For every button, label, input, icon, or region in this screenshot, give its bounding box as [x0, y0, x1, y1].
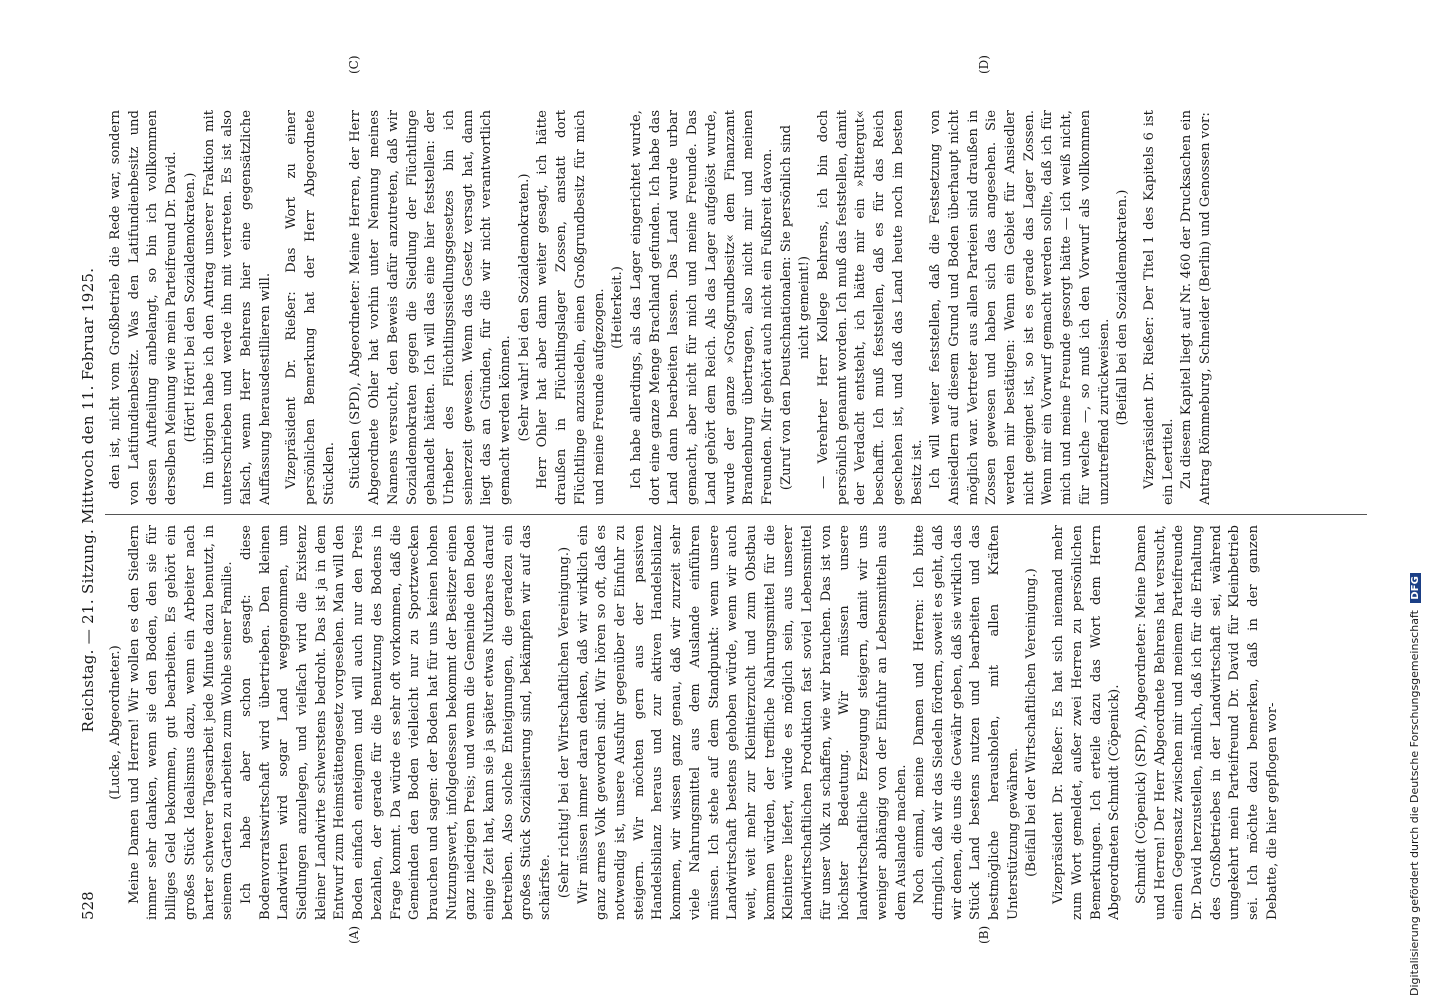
paragraph: (Hört! Hört! bei den Sozialdemokraten.) — [182, 172, 198, 443]
paragraph: Noch einmal, meine Damen und Herren: Ich bitte dringlich, daß wir das Siedeln fördern, soweit es geht, daß wir denen, die uns die Gewähr geben, daß sie wirklich das Stück Land bestens nutzen und bearbeiten und das bestmögliche herausholen, mit allen Kräften Unterstützung gewähren. — [912, 525, 1021, 920]
dfg-credit-text: Digitalisierung gefördert durch die Deutsche Forschungsgemeinschaft — [1408, 610, 1421, 996]
paragraph: (Heiterkeit.) — [610, 266, 626, 349]
paragraph: (Sehr wahr! bei den Sozialdemokraten.) — [516, 173, 532, 442]
paragraph: Ich habe allerdings, als das Lager eingerichtet wurde, dort eine ganze Menge Brachland gefunden. Ich habe das Land dann bearbeiten lassen. Das Land wurde urbar gemacht, aber nicht für mich und meine Freunde. Das Land gehört dem Reich. Als das Lager aufgelöst wurde, wurde der ganze »Großgrundbesitz« dem Finanzamt Brandenburg übertragen, also nicht mir und meinen Freunden. Mir gehört auch nicht ein Fußbreit davon. — [628, 110, 775, 505]
paragraph: Vizepräsident Dr. Rießer: Das Wort zu einer persönlichen Bemerkung hat der Herr Abgeordnete Stücklen. — [284, 110, 337, 505]
paragraph: — Verehrter Herr Kollege Behrens, ich bin doch persönlich genannt worden. Ich muß das feststellen, damit der Verdacht entsteht, ich hätte mir ein »Rittergut« beschafft. Ich muß feststellen, daß es für das Reich geschehen ist, und daß das Land heute noch im besten Besitz ist. — [816, 110, 925, 505]
paragraph: Vizepräsident Dr. Rießer: Der Titel 1 des Kapitels 6 ist ein Leertitel. — [1141, 110, 1176, 505]
paragraph: (Beifall bei der Wirtschaftlichen Vereinigung.) — [1024, 568, 1040, 877]
page-number: 528 — [79, 891, 97, 920]
margin-mark-a: (A) — [347, 925, 361, 944]
paragraph: Stücklen (SPD), Abgeordneter: Meine Herren, der Herr Abgeordnete Ohler hat vorhin unter Nennung meines Namens versucht, den Beweis dafür anzutreten, daß wir Sozialdemokraten gegen die Siedlung der Flüchtlinge gehandelt hätten. Ich will das eine hier feststellen: der Urheber des Flüchtlingssiedlungsgesetzes bin ich seinerzeit gewesen. Wenn das Gesetz versagt hat, dann liegt das an Gründen, für die wir nicht verantwortlich gemacht werden können. — [348, 110, 514, 505]
margin-mark-c: (C) — [347, 55, 361, 74]
left-column — [107, 525, 1369, 920]
paragraph: (Zuruf von den Deutschnationalen: Sie persönlich sind nicht gemeint!) — [778, 124, 813, 491]
paragraph: Im übrigen habe ich den Antrag unserer Fraktion mit unterschrieben und werde ihn mit vertreten. Es ist also falsch, wenn Herr Behrens hier eine gegensätzliche Auffassung herausdestillieren will. — [201, 110, 273, 505]
paragraph: Meine Damen und Herren! Wir wollen es den Siedlern immer sehr danken, wenn sie den Boden, den sie für billiges Geld bekommen, gut bearbeiten. Es gehört ein großes Stück Idealismus dazu, wenn ein Arbeiter nach harter schwerer Tagesarbeit jede Minute dazu benutzt, in seinem Garten zu arbeiten zum Wohle seiner Familie. — [126, 525, 236, 920]
paragraph: Herr Ohler hat aber dann weiter gesagt, ich hätte draußen in Flüchtlingslager Zossen, anstatt dort Flüchtlinge anzusiedeln, einen Großgrundbesitz für mich und meine Freunde aufgezogen. — [535, 110, 607, 505]
paragraph: den ist, nicht vom Großbetrieb die Rede war, sondern von Latifundienbesitz. Was den Latifundienbesitz und dessen Aufteilung anbelangt, so bin ich vollkommen derselben Meinung wie mein Parteifreund Dr. David. — [108, 110, 180, 505]
right-column — [107, 110, 1369, 505]
margin-mark-d: (D) — [977, 55, 991, 74]
page-header — [77, 80, 99, 920]
paragraph: (Sehr richtig! bei der Wirtschaftlichen Vereinigung.) — [556, 546, 572, 899]
paragraph: Ich will weiter feststellen, daß die Festsetzung von Ansiedlern auf diesem Grund und Boden überhaupt nicht möglich war. Vertreter aus allen Parteien sind draußen in Zossen gewesen und haben sich das angesehen. Sie werden mir bestätigen: Wenn ein Gebiet für Ansiedler nicht geeignet ist, so ist es gerade das Lager Zossen. Wenn mir ein Vorwurf gemacht werden sollte, daß ich für mich und meine Freunde gesorgt hätte — ich weiß nicht, für welche —, so muß ich den Vorwurf als vollkommen unzutreffend zurückweisen. — [928, 110, 1112, 505]
margin-mark-b: (B) — [977, 925, 991, 944]
column-divider — [105, 514, 1367, 515]
dfg-logo: DFG — [1410, 573, 1421, 602]
paragraph: Vizepräsident Dr. Rießer: Es hat sich niemand mehr zum Wort gemeldet, außer zwei Herren zu persönlichen Bemerkungen. Ich erteile dazu das Wort dem Herrn Abgeordneten Schmidt (Cöpenick). — [1051, 525, 1123, 920]
rotated-document — [77, 55, 1377, 944]
paragraph: (Lucke, Abgeordneter.) — [108, 645, 123, 800]
paragraph: Wir müssen immer daran denken, daß wir wirklich ein ganz armes Volk geworden sind. Wir hören so oft, daß es notwendig ist, unsere Ausfuhr gegenüber der Einfuhr zu steigern. Wir möchten gern aus der passiven Handelsbilanz heraus und zur aktiven Handelsbilanz kommen, wir wissen ganz genau, daß wir zurzeit sehr viele Nahrungsmittel aus dem Auslande einführen müssen. Ich stehe auf dem Standpunkt: wenn unsere Landwirtschaft bestens gehoben würde, wenn wir auch weit, weit mehr zur Kleintierzucht und zum Obstbau kommen würden, der treffliche Nahrungsmittel für die Kleintiere liefert, würde es möglich sein, aus unserer landwirtschaftlichen Produktion fast soviel Lebensmittel für unser Volk zu schaffen, wie wir brauchen. Das ist von höchster Bedeutung. Wir müssen unsere landwirtschaftliche Erzeugung steigern, damit wir uns weniger abhängig von der Einfuhr an Lebensmitteln aus dem Auslande machen. — [575, 525, 909, 920]
paragraph: (Beifall bei den Sozialdemokraten.) — [1115, 189, 1131, 426]
paragraph: Schmidt (Cöpenick) (SPD), Abgeordneter: Meine Damen und Herren! Der Herr Abgeordnete Behrens hat versucht, einen Gegensatz zwischen mir und meinem Parteifreunde Dr. David herzustellen, nämlich, daß ich für die Erhaltung des Großbetriebes in der Landwirtschaft sei, während umgekehrt mein Parteifreund Dr. David für Kleinbetrieb sei. Ich möchte dazu bemerken, daß in der ganzen Debatte, die hier gepflogen wor- — [1133, 525, 1280, 920]
dfg-credit-line — [1408, 6, 1430, 996]
paragraph: Zu diesem Kapitel liegt auf Nr. 460 der Drucksachen ein Antrag Römmeburg, Schneider (Berlin) und Genossen vor: — [1179, 110, 1214, 505]
header-title: Reichstag. — 21. Sitzung. Mittwoch den 11. Februar 1925. — [79, 267, 97, 733]
paragraph: Ich habe aber schon gesagt: diese Bodenvorratswirtschaft wird übertrieben. Den kleinen Landwirten wird sogar Land weggenommen, um Siedlungen anzulegen, und vielfach wird die Existenz kleiner Landwirte schwerstens bedroht. Das ist ja in dem Entwurf zum Heimstättengesetz vorgesehen. Man will den Boden einfach enteignen und will auch nur den Preis bezahlen, der gerade für die Benutzung des Bodens in Frage kommt. Da würde es sehr oft vorkommen, daß die Gemeinden den Boden vielleicht nur zu Sportzwecken brauchen und sagen: der Boden hat für uns keinen hohen Nutzungswert, infolgedessen bekommt der Besitzer einen ganz niedrigen Preis; und wenn die Gemeinde den Boden einige Zeit hat, kann sie ja später etwas Nutzbares darauf betreiben. Also solche Enteignungen, die geradezu ein großes Stück Sozialisierung sind, bekämpfen wir auf das schärfste. — [238, 525, 554, 920]
